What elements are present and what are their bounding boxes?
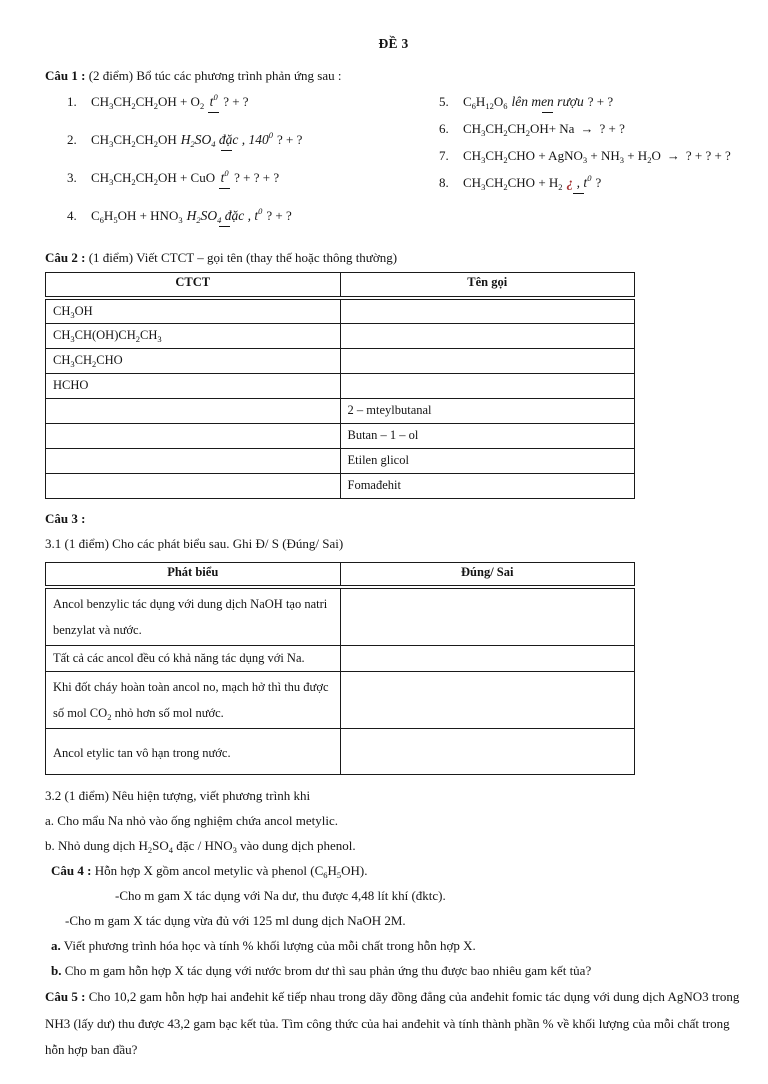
question-4-line-2: -Cho m gam X tác dụng vừa đủ với 125 ml dung dịch NaOH 2M. bbox=[65, 913, 406, 928]
question-1-text: (2 điểm) Bổ túc các phương trình phản ứng sau : bbox=[85, 68, 342, 83]
question-2-text: (1 điểm) Viết CTCT – gọi tên (thay thế hoặc thông thường) bbox=[85, 250, 398, 265]
table-row: Butan – 1 – ol bbox=[46, 423, 635, 448]
equation-8: 8. $CH_3CH_2CHO + H_2$ ¿ , $t^0$ ? bbox=[439, 173, 602, 192]
table-row: $CH_3OH$ bbox=[46, 298, 635, 324]
arrow-dash bbox=[219, 188, 230, 189]
question-2-heading bbox=[45, 250, 742, 266]
question-4-part-b: b. Cho m gam hỗn hợp X tác dụng với nước brom dư thì sau phản ứng thu được bao nhiêu gam kết tủa? bbox=[51, 963, 592, 978]
equation-column-left bbox=[45, 94, 433, 246]
table-row: Fomađehit bbox=[46, 473, 635, 498]
true-false-column-header: Đúng/ Sai bbox=[340, 562, 635, 587]
question-3-2-line-b: b. Nhỏ dung dịch $H_2SO_4$ đặc / $HNO_3$ vào dung dịch phenol. bbox=[45, 838, 356, 855]
question-1-heading bbox=[45, 68, 742, 84]
statements-table bbox=[45, 562, 635, 776]
question-3-label: Câu 3 : bbox=[45, 510, 86, 526]
table-row: Ancol benzylic tác dụng với dung dịch NaOH tạo natri benzylat và nước. bbox=[46, 587, 635, 646]
equation-5: 5. $C_6H_{12}O_6$ lên men rượu ? + ? bbox=[439, 94, 614, 111]
table-row: Etilen glicol bbox=[46, 448, 635, 473]
reaction-arrow: $t^0$ bbox=[219, 170, 230, 189]
table-row: Tất cả các ancol đều có khả năng tác dụng với Na. bbox=[46, 646, 635, 672]
question-4-heading: Câu 4 : Hỗn hợp X gồm ancol metylic và phenol $(C_6H_5OH)$. bbox=[51, 863, 368, 880]
reaction-arrow: $t^0$ bbox=[208, 94, 219, 113]
table-header-row bbox=[46, 273, 635, 298]
equation-1: 1. $CH_3CH_2CH_2OH + O_2$ $t^0$ ? + ? bbox=[67, 92, 249, 111]
missing-equation-mark: ¿ bbox=[566, 175, 574, 190]
arrow-dash bbox=[208, 112, 219, 113]
reaction-arrow: $H_2SO_4$ đặc , $t^0$ bbox=[186, 206, 263, 225]
equation-4: 4. $C_6H_5OH + HNO_3$ $H_2SO_4$ đặc , $t^0$ ? + ? bbox=[67, 206, 292, 225]
equation-column-right bbox=[433, 94, 742, 246]
question-4-label: Câu 4 : bbox=[51, 863, 92, 878]
question-3-2-heading: 3.2 (1 điểm) Nêu hiện tượng, viết phương trình khi bbox=[45, 788, 311, 803]
ctct-column-header: CTCT bbox=[46, 273, 341, 298]
equation-3: 3. $CH_3CH_2CH_2OH$ + CuO $t^0$ ? + ? + ? bbox=[67, 168, 280, 187]
arrow-dash bbox=[542, 112, 553, 113]
equation-list bbox=[45, 94, 742, 246]
arrow-dash bbox=[219, 226, 230, 227]
right-arrow: → bbox=[580, 121, 594, 136]
question-2-label: Câu 2 : bbox=[45, 250, 86, 265]
arrow-dash bbox=[221, 150, 232, 151]
table-row: Ancol etylic tan vô hạn trong nước. bbox=[46, 729, 635, 775]
table-row: HCHO bbox=[46, 373, 635, 398]
reaction-arrow: $H_2SO_4$ đặc , $140^0$ bbox=[180, 130, 273, 149]
ctct-table bbox=[45, 272, 635, 499]
table-row: $CH_3CH_2CHO$ bbox=[46, 348, 635, 373]
question-1-label: Câu 1 : bbox=[45, 68, 86, 83]
table-row: 2 – mteylbutanal bbox=[46, 398, 635, 423]
question-4-part-a: a. Viết phương trình hóa học và tính % khối lượng của mỗi chất trong hỗn hợp X. bbox=[51, 938, 476, 953]
statement-column-header: Phát biểu bbox=[46, 562, 341, 587]
arrow-dash bbox=[573, 193, 584, 194]
table-row: Khi đốt cháy hoàn toàn ancol no, mạch hở thì thu được số mol $CO_2$ nhỏ hơn số mol nước. bbox=[46, 672, 635, 729]
question-5-label: Câu 5 : bbox=[45, 989, 86, 1004]
equation-6: 6. $CH_3CH_2CH_2OH+ Na$ → ? + ? bbox=[439, 121, 625, 138]
table-row: $CH_3CH(OH)CH_2CH_3$ bbox=[46, 323, 635, 348]
equation-2: 2. $CH_3CH_2CH_2OH$ $H_2SO_4$ đặc , $140^0$ ? + ? bbox=[67, 130, 303, 149]
question-3-2-line-a: a. Cho mẩu Na nhỏ vào ống nghiệm chứa ancol metylic. bbox=[45, 813, 338, 828]
table-header-row bbox=[46, 562, 635, 587]
question-5-paragraph: Câu 5 : Cho 10,2 gam hỗn hợp hai anđehit kế tiếp nhau trong dãy đồng đẳng của anđehit fomic tác dụng với dung dịch AgNO3 trong NH3 (lấy dư) thu được 43,2 gam bạc kết tủa. Tìm công thức của hai anđehit và tính thành phần % về khối lượng của mỗi chất trong hỗn hợp ban đầu? bbox=[45, 989, 740, 1057]
right-arrow: → bbox=[666, 148, 680, 163]
page-title: ĐỀ 3 bbox=[378, 36, 409, 51]
ten-goi-column-header: Tên gọi bbox=[340, 273, 635, 298]
question-3-1-heading: 3.1 (1 điểm) Cho các phát biểu sau. Ghi Đ/ S (Đúng/ Sai) bbox=[45, 535, 344, 551]
reaction-arrow: ¿ , $t^0$ bbox=[567, 175, 592, 194]
equation-7: 7. $CH_3CH_2CHO$ + AgNO$_3$ + $NH_3 + H_2O$ → ? + ? + ? bbox=[439, 148, 731, 165]
question-4-line-1: -Cho m gam X tác dụng với Na dư, thu được 4,48 lít khí (đktc). bbox=[115, 888, 446, 903]
reaction-arrow: lên men rượu bbox=[511, 94, 583, 113]
